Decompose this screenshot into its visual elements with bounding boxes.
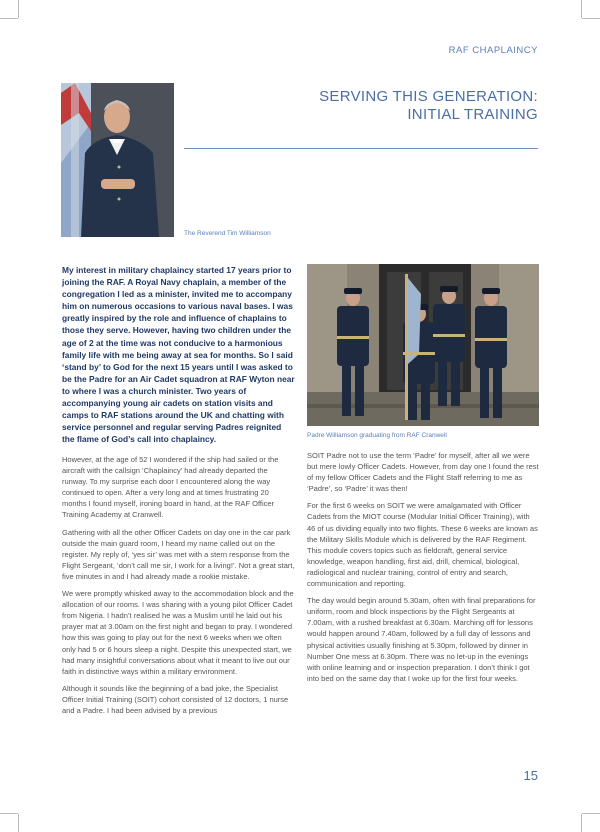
body-paragraph: However, at the age of 52 I wondered if the ship had sailed or the aircraft with the callsign ‘Chaplaincy’ had already departed the runway. To my surprise each door I encountered along the way continued to open. After a very long and at times frustrating 20 months I found myself, ironing board in hand, at the RAF Officer Training Academy at Cranwell.: [62, 455, 279, 520]
section-header: RAF CHAPLAINCY: [448, 45, 538, 56]
body-paragraph: Gathering with all the other Officer Cadets on day one in the car park outside the main guard room, I heard my name called out on the register. My reply of, ‘yes sir’ was met with a stern response from the Flight Sergeant, ‘don’t call me sir, I work for a living!’. Not a great start, five minutes in and I had already made a rookie mistake.: [62, 527, 295, 581]
crop-mark: [582, 18, 600, 19]
article-title-line-2: INITIAL TRAINING: [407, 106, 538, 123]
body-paragraph: SOIT Padre not to use the term ‘Padre’ for myself, after all we were but mere lowly Officer Cadets. However, from day one I found the rest of my fellow Officer Cadets and the Flight Staff referring to me as ‘Padre’, so ‘Padre’ it was then!: [307, 451, 539, 494]
portrait-illustration: [61, 83, 174, 237]
right-column: [307, 450, 539, 690]
crop-mark: [18, 0, 19, 18]
graduation-illustration: [307, 264, 539, 426]
crop-mark: [18, 814, 19, 832]
crop-mark: [582, 813, 600, 814]
body-paragraph: For the first 6 weeks on SOIT we were amalgamated with Officer Cadets from the MIOT course (Modular Initial Officer Training), with 46 of us dividing equally into two flights. These 6 weeks are known as the Military Skills Module which is delivered by the RAF Regiment. This module covers topics such as fieldcraft, general service knowledge, weapon handling, first aid, drill, chemical, biological, radiological and nuclear training, control of entry and search, communication and reporting.: [307, 501, 538, 589]
crop-mark: [0, 18, 18, 19]
left-column: [62, 454, 295, 722]
body-paragraph: The day would begin around 5.30am, often with final preparations for uniform, room and block inspections by the Flight Sergeants at 7.00am, with a rushed breakfast at 6.30am. Marching off for lessons would happen around 7.40am, followed by a full day of lessons and physical activities usually finishing at 5.30pm, followed by dinner in Number One mess at 6.30pm. There was no let-up in the evenings with online learning and or inspection preparation. I don’t think I got into bed on the same day that I woke up for the first four weeks.: [307, 596, 536, 683]
graduation-photo: [307, 264, 539, 426]
article-title-line-1: SERVING THIS GENERATION:: [319, 88, 538, 105]
title-rule: [184, 148, 538, 149]
article-title: [319, 88, 538, 124]
page-number: 15: [523, 768, 538, 783]
crop-mark: [0, 813, 18, 814]
body-paragraph: We were promptly whisked away to the accommodation block and the allocation of our rooms. I was sharing with a young pilot Officer Cadet from Nigeria. I hadn’t realised he was a Muslim until he laid out his prayer mat at 3.00am on the first night and began to pray. I wondered how this was going to play out for the next 6 weeks when we often only had 5 or 6 hours sleep a night. Despite this unexpected start, we had many insightful conversations about what it meant to live out our faith in distinctive ways within a military environment.: [62, 589, 294, 676]
crop-mark: [581, 0, 582, 18]
lead-paragraph: My interest in military chaplaincy started 17 years prior to joining the RAF. A Royal Navy chaplain, a member of the congregation I led as a minister, invited me to accompany him on numerous occasions to various naval bases. I was greatly inspired by the role and influence of chaplains to those they serve. However, having two children under the age of 2 at the time was not conducive to a harmonious family life with me being away at sea for months. So I said ‘stand by’ to God for the next 15 years until I was asked to be the Padre for an Air Cadet squadron at RAF Wyton near to where I was a church minister. Two years of accompanying young air cadets on station visits and camps to RAF stations around the UK and chatting with service personnel and regular serving Padres reignited the flame of God’s call into chaplaincy.: [62, 265, 295, 445]
crop-mark: [581, 814, 582, 832]
photo-caption: Padre Williamson graduating from RAF Cranwell: [307, 432, 447, 439]
body-paragraph: Although it sounds like the beginning of a bad joke, the Specialist Officer Initial Training (SOIT) cohort consisted of 12 doctors, 1 nurse and a Padre. I had been advised by a previous: [62, 683, 289, 715]
portrait-caption: The Reverend Tim Williamson: [184, 230, 271, 237]
portrait-photo: [61, 83, 174, 237]
